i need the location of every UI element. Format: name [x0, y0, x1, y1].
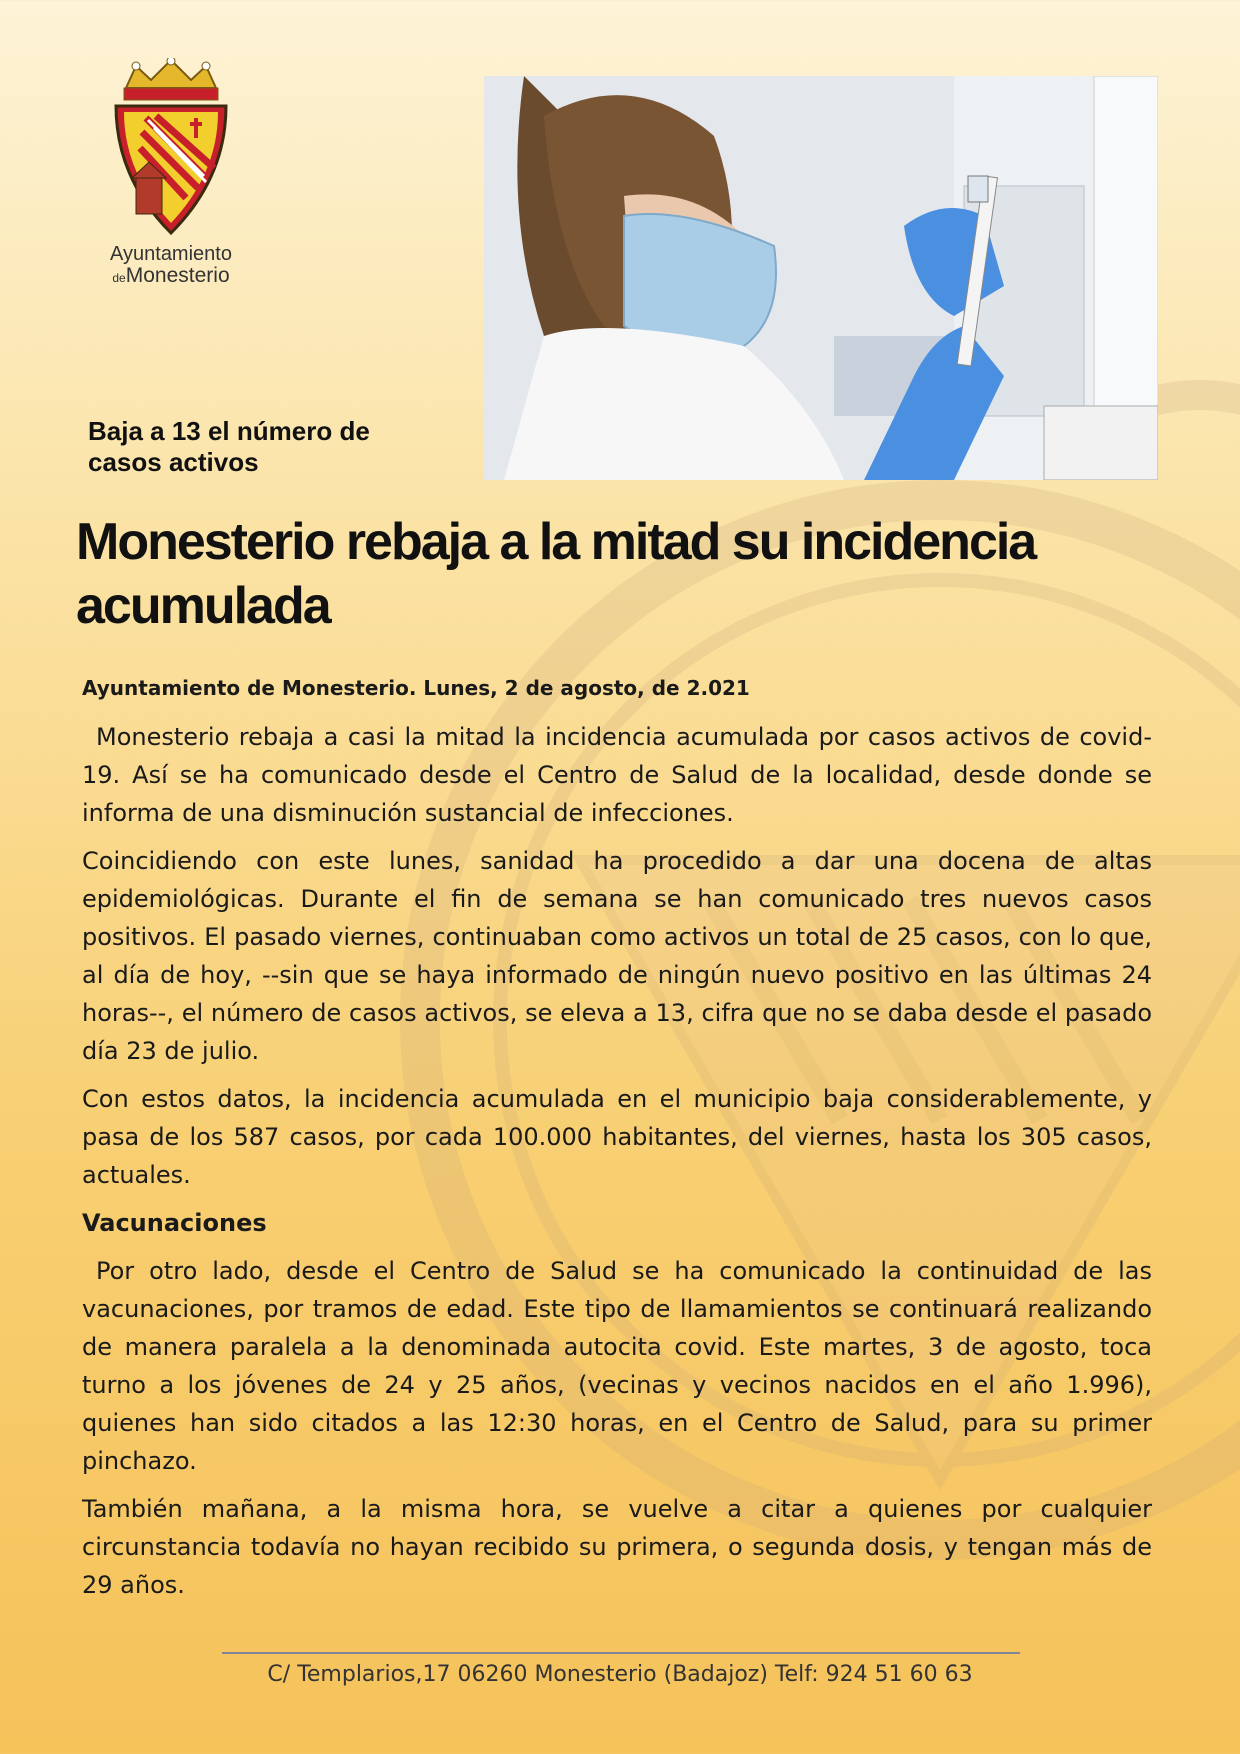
coat-of-arms-icon: [106, 58, 236, 238]
logo-text: [96, 244, 246, 287]
logo-line-monesterio: Monesterio: [125, 264, 230, 287]
footer-address: C/ Templarios,17 06260 Monesterio (Badajoz) Telf: 924 51 60 63: [267, 1662, 973, 1687]
logo-line-ayuntamiento: Ayuntamiento: [110, 243, 232, 265]
paragraph-5: También mañana, a la misma hora, se vuelve a citar a quienes por cualquier circunstancia todavía no hayan recibido su primera, o segunda dosis, y tengan más de 29 años.: [82, 1495, 1152, 1599]
article-body: [82, 676, 1152, 1614]
paragraph-1: Monesterio rebaja a casi la mitad la incidencia acumulada por casos activos de covid-19. Así se ha comunicado desde el Centro de Salud de la localidad, desde donde se informa de una disminución sustancial de infecciones.: [82, 723, 1152, 827]
paragraph-2: Coincidiendo con este lunes, sanidad ha procedido a dar una docena de altas epidemiológicas. Durante el fin de semana se han comunicado tres nuevos casos positivos. El pasado viernes, continuaban como activos un total de 25 casos, con lo que, al día de hoy, --sin que se haya informado de ningún nuevo positivo en las últimas 24 horas--, el número de casos activos, se eleva a 13, cifra que no se daba desde el pasado día 23 de julio.: [82, 847, 1152, 1065]
paragraph-3: Con estos datos, la incidencia acumulada en el municipio baja considerablemente, y pasa de los 587 casos, por cada 100.000 habitantes, del viernes, hasta los 305 casos, actuales.: [82, 1085, 1152, 1189]
paragraph-4: Por otro lado, desde el Centro de Salud se ha comunicado la continuidad de las vacunaciones, por tramos de edad. Este tipo de llamamientos se continuará realizando de manera paralela a la denominada autocita covid. Este martes, 3 de agosto, toca turno a los jóvenes de 24 y 25 años, (vecinas y vecinos nacidos en el año 1.996), quienes han sido citados a las 12:30 horas, en el Centro de Salud, para su primer pinchazo.: [82, 1257, 1152, 1475]
section-title-vacunaciones: Vacunaciones: [82, 1209, 267, 1237]
article-subheadline: Baja a 13 el número de casos activos: [88, 416, 370, 477]
news-photo: [484, 76, 1158, 480]
footer-divider: [222, 1652, 1020, 1654]
logo-line-de: de: [112, 271, 126, 285]
municipality-logo: [96, 58, 246, 287]
nurse-preparing-vaccine-image: [484, 76, 1158, 480]
article-byline: Ayuntamiento de Monesterio. Lunes, 2 de agosto, de 2.021: [82, 676, 750, 700]
article-headline: Monesterio rebaja a la mitad su incidencia acumulada: [76, 513, 1036, 635]
